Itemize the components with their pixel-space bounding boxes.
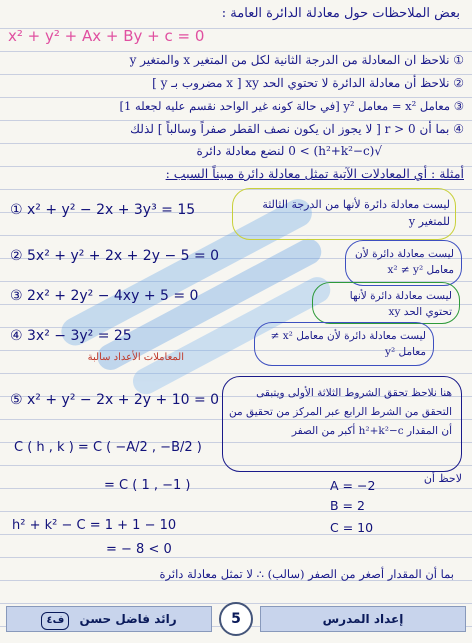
example-4-side-note: المعاملات الأعداد سالبة	[87, 352, 184, 363]
note-1-text: نلاحظ ان المعادلة من الدرجة الثانية لكل من المتغير x والمتغير y	[129, 53, 450, 67]
example-1-number: ①	[10, 202, 23, 218]
example-1-equation: x² + y² − 2x + 3y³ = 15	[27, 202, 196, 218]
example-4-reason: ليست معادلة دائرة لأن معامل x² ≠ معامل y²	[270, 330, 426, 358]
footer-author-ribbon	[6, 606, 212, 632]
check-line-2: = − 8 < 0	[106, 542, 172, 557]
note-4	[8, 121, 464, 137]
conclusion: بما أن المقدار أصغر من الصفر (سالب) ∴ لا تمثل معادلة دائرة	[159, 567, 454, 581]
given-b: B = 2	[330, 498, 365, 513]
general-equation: x² + y² + Ax + By + c = 0	[8, 27, 205, 45]
example-4-number: ④	[10, 328, 23, 344]
given-c: C = 10	[330, 520, 374, 535]
example-2-number: ②	[10, 248, 23, 264]
note-4-condition: √(h²+k²−c) > 0 لنضع معادلة دائرة	[196, 144, 382, 158]
example-1	[10, 202, 195, 218]
example-3	[10, 288, 198, 304]
example-2-reason: ليست معادلة دائرة لأن معامل x² ≠ y²	[355, 248, 454, 276]
example-5-reason: هنا نلاحظ تحقق الشروط الثلاثة الأولى ويتبقى التحقق من الشرط الرابع عبر المركز من تحقيق من أن المقدار h²+k²−c أكبر من الصفر	[229, 387, 452, 437]
note-4-text: بما أن r > 0 [ لا يجوز ان يكون نصف القطر صفراً وسالباً ] لذلك	[130, 122, 450, 136]
note-2	[8, 75, 464, 91]
example-5-equation: x² + y² − 2x + 2y + 10 = 0	[27, 392, 220, 408]
note-1-number: ①	[453, 53, 464, 67]
note-4-number: ④	[453, 122, 464, 136]
center-value: = C ( 1 , −1 )	[104, 478, 191, 493]
footer-right-label: إعداد المدرس	[322, 612, 404, 626]
page-number: 5	[219, 602, 253, 636]
example-3-equation: 2x² + 2y² − 4xy + 5 = 0	[27, 288, 199, 304]
example-4	[10, 328, 132, 344]
footer-author: رائد فاضل حسن	[79, 612, 177, 626]
examples-title: أمثلة : أي المعادلات الآتية تمثل معادلة دائرة مبيناً السبب :	[165, 166, 464, 181]
note-2-number: ②	[453, 76, 464, 90]
note-3-number: ③	[453, 99, 464, 113]
note-2-text: نلاحظ أن معادلة الدائرة لا تحتوي الحد xy [ x مضروب بـ y ]	[152, 76, 450, 90]
center-formula: C ( h , k ) = C ( −A/2 , −B/2 )	[14, 440, 202, 455]
footer-logo: ف٤	[41, 612, 69, 630]
example-5-number: ⑤	[10, 392, 23, 408]
note-3-text: معامل x² = معامل y² [في حالة كونه غير الواحد نقسم عليه لجعله 1]	[119, 99, 451, 113]
example-2	[10, 248, 219, 264]
footer-right-ribbon	[260, 606, 466, 632]
example-3-reason: ليست معادلة دائرة لأنها تحتوي الحد xy	[349, 290, 452, 318]
example-3-number: ③	[10, 288, 23, 304]
note-3	[8, 98, 464, 114]
page-heading: بعض الملاحظات حول معادلة الدائرة العامة :	[221, 6, 460, 21]
note-1	[8, 52, 464, 68]
given-label: لاحظ أن	[423, 472, 462, 485]
example-4-equation: 3x² − 3y² = 25	[27, 328, 132, 344]
check-line-1: h² + k² − C = 1 + 1 − 10	[12, 518, 177, 533]
given-a: A = −2	[330, 478, 376, 493]
example-5	[10, 392, 219, 408]
example-1-reason: ليست معادلة دائرة لأنها من الدرجة الثالثة للمتغير y	[262, 198, 450, 228]
footer	[6, 602, 466, 636]
example-2-equation: 5x² + y² + 2x + 2y − 5 = 0	[27, 248, 220, 264]
